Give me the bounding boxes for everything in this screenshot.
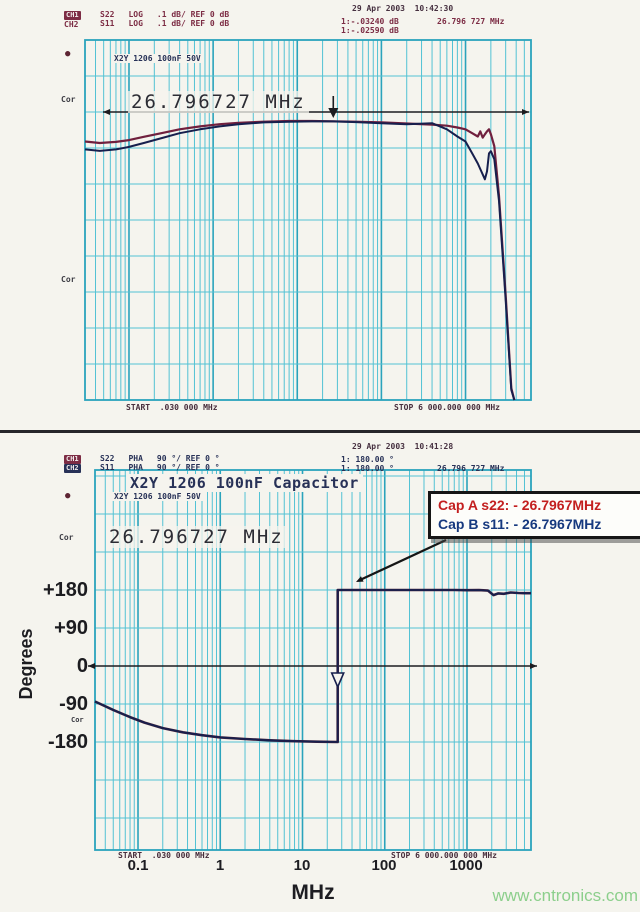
panel-divider [0,430,640,433]
phase-marker-readout-ch1: 1: 180.00 ° [341,455,394,464]
stop-frequency-label: STOP 6 000.000 000 MHz [394,403,500,412]
s22-magnitude-trace [85,121,514,400]
watermark: www.cntronics.com [492,886,638,905]
y-tick-zero: 0 [76,655,88,677]
timestamp: 29 Apr 2003 10:42:30 [352,4,454,13]
chart-title: X2Y 1206 100nF Capacitor [126,474,363,492]
channel-2-label: CH2 [64,20,79,29]
phase-marker-frequency-readout: 26.796 727 MHz [437,464,505,473]
phase-ch2-parameter: S11 [100,463,115,472]
phase-marker-readout-ch2: 1: 180.00 ° [341,464,394,473]
measure-bullet-icon: ● [65,49,71,59]
correction-on-label-phase: Cor [59,533,74,542]
correction-on-label-phase-2: Cor [71,716,84,724]
ch2-format: LOG [128,19,143,28]
y-axis-title: Degrees [16,628,36,700]
phase-ch1-parameter: S22 [100,454,115,463]
stop-frequency-label-phase: STOP 6 000.000 000 MHz [391,851,497,860]
correction-on-label-2: Cor [61,275,76,284]
start-frequency-label-phase: START .030 000 MHz [118,851,210,860]
channel-1-badge-phase: CH1 [66,455,79,463]
marker-1-arrow-icon [328,96,338,118]
phase-ch1-settings-row [100,454,220,463]
phase-ch1-scale: 90 °/ REF 0 ° [156,454,220,463]
correction-on-label: Cor [61,95,76,104]
device-under-test-label: X2Y 1206 100nF 50V [114,54,201,63]
marker-readout-ch1: 1:-.03240 dB [341,17,399,26]
y-tick-plus180: +180 [42,579,88,601]
phase-ch2-format: PHA [128,463,143,472]
timestamp-phase: 29 Apr 2003 10:41:28 [352,442,454,451]
x-tick-100: 100 [371,857,397,874]
ch2-parameter: S11 [100,19,115,28]
marker-readout-ch2: 1:-.02590 dB [341,26,399,35]
ch1-scale: .1 dB/ REF 0 dB [156,10,230,19]
x-tick-1: 1 [215,857,225,874]
phase-ch2-settings-row [100,463,220,472]
y-tick-plus90: +90 [54,617,88,639]
callout-cap-a-line: Cap A s22: - 26.7967MHz [438,497,602,513]
x-axis-title: MHz [291,881,335,904]
x-tick-0p1: 0.1 [127,857,149,874]
channel-1-badge: CH1 [66,11,79,19]
resonance-callout-box [428,491,640,539]
ch1-format: LOG [128,10,143,19]
channel-1-settings-row [100,10,229,19]
callout-cap-b-line: Cap B s11: - 26.7967MHz [438,516,602,532]
callout-arrow [356,540,446,582]
device-under-test-label-phase: X2Y 1206 100nF 50V [114,492,201,501]
phase-zero-line [88,663,537,669]
ch1-parameter: S22 [100,10,115,19]
channel-2-settings-row [100,19,229,28]
x-tick-10: 10 [293,857,311,874]
channel-2-badge-phase: CH2 [66,464,79,472]
marker-frequency-annotation: 26.796727 MHz [128,91,309,113]
start-frequency-label: START .030 000 MHz [126,403,218,412]
phase-ch1-format: PHA [128,454,143,463]
s11-magnitude-trace [85,121,514,400]
y-tick-minus180: -180 [47,731,88,753]
x-tick-1000: 1000 [449,857,483,874]
marker-frequency-readout: 26.796 727 MHz [437,17,505,26]
ch2-scale: .1 dB/ REF 0 dB [156,19,230,28]
marker-frequency-annotation-phase: 26.796727 MHz [106,526,287,548]
measure-bullet-icon-phase: ● [65,491,71,501]
y-tick-minus90: -90 [59,693,88,715]
phase-ch2-scale: 90 °/ REF 0 ° [156,463,220,472]
